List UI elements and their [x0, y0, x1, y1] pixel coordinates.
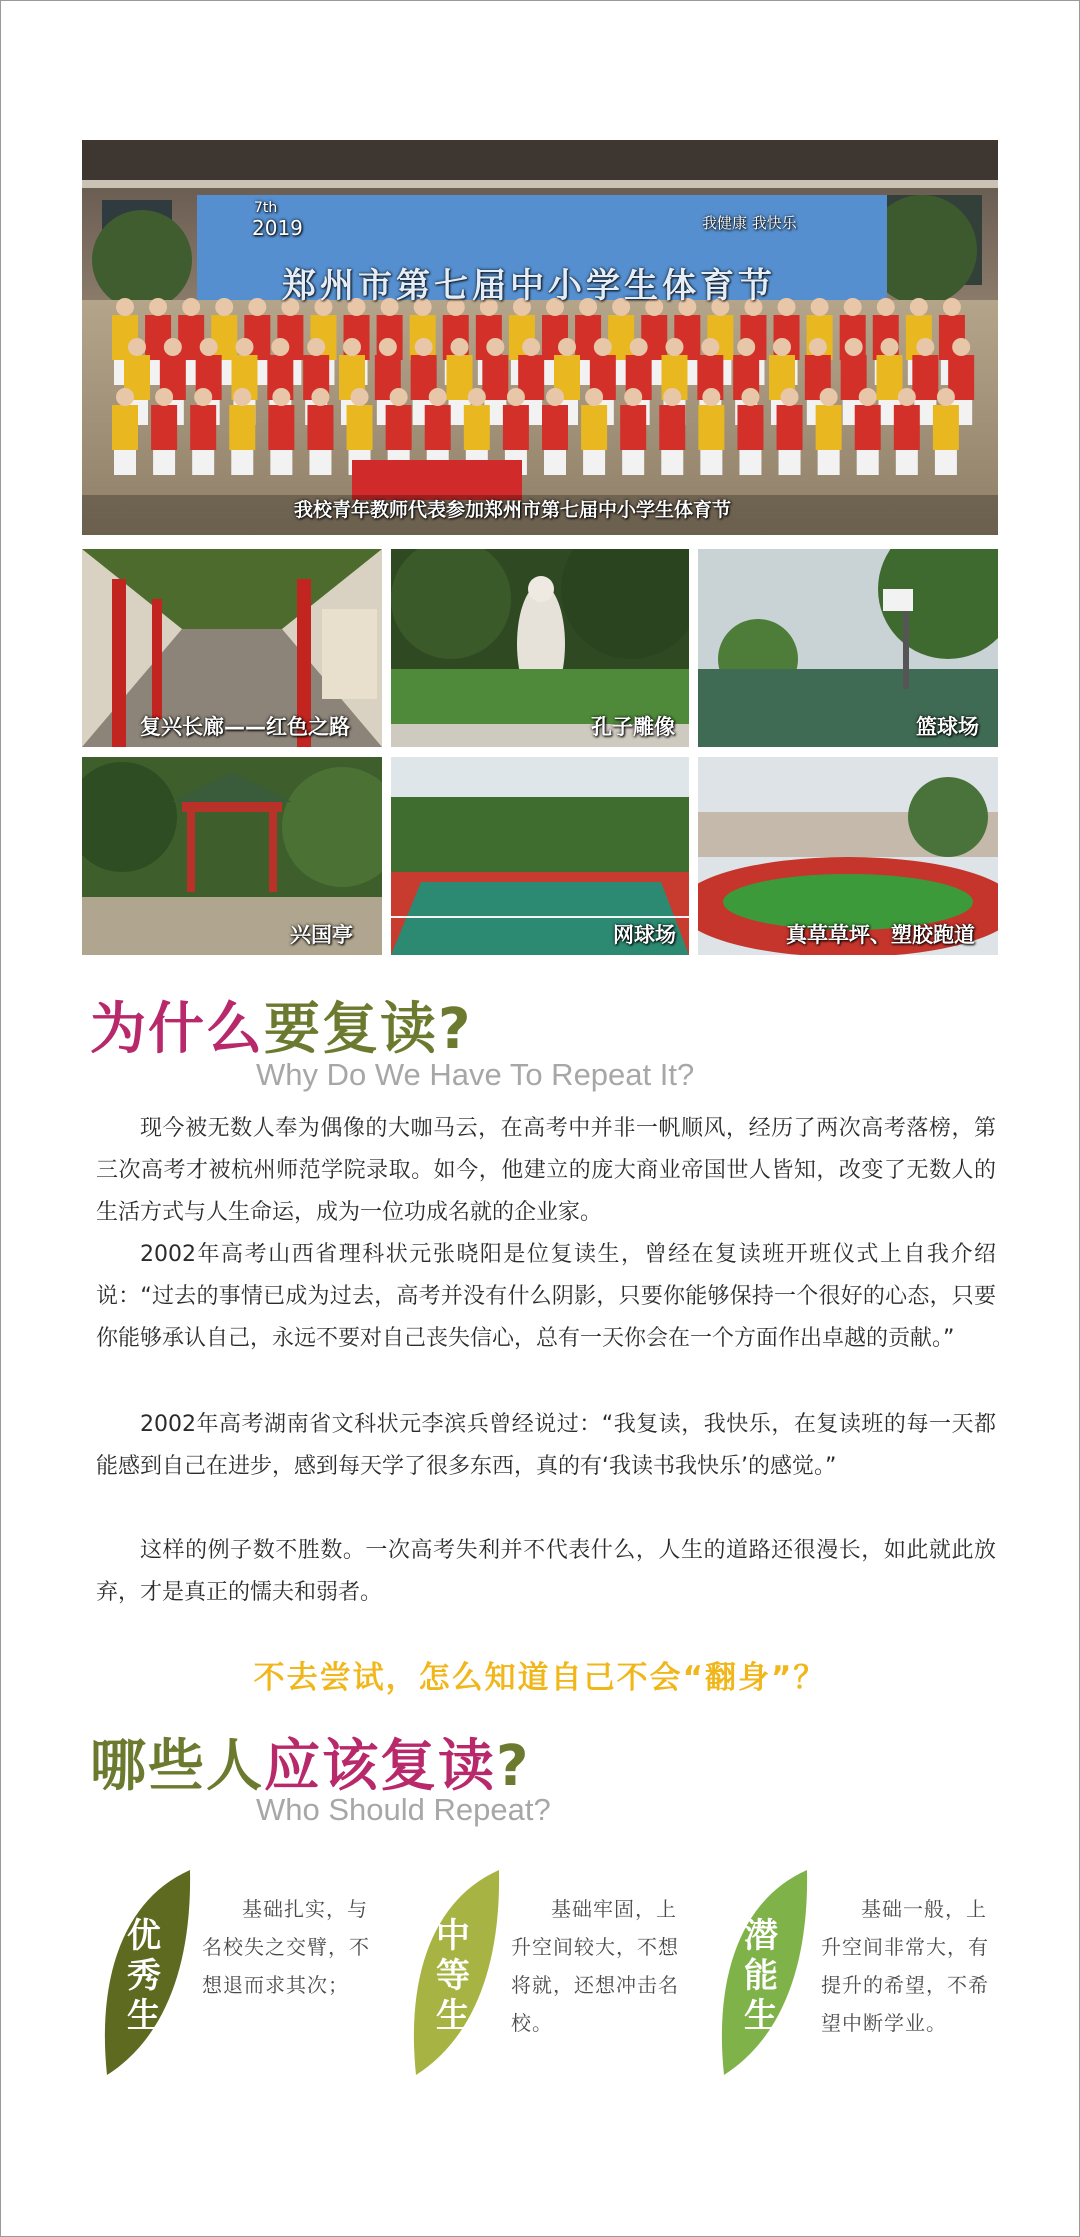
- crowd-person: [190, 405, 216, 450]
- gallery-caption: 兴国亭: [290, 923, 353, 947]
- crowd-person-legs: [583, 450, 605, 475]
- why-title-part1: 为什么: [90, 997, 264, 1062]
- crowd-person: [659, 405, 685, 450]
- crowd-person-head: [379, 338, 397, 356]
- crowd-person-head: [271, 338, 289, 356]
- crowd-person-head: [429, 388, 447, 406]
- crowd-person: [912, 355, 938, 400]
- crowd-person-head: [811, 298, 829, 316]
- crowd-person-head: [215, 298, 233, 316]
- crowd-person-head: [248, 298, 266, 316]
- crowd-person-head: [128, 338, 146, 356]
- crowd-person-head: [844, 298, 862, 316]
- crowd-person: [894, 405, 920, 450]
- gallery-caption: 复兴长廊——红色之路: [140, 715, 350, 739]
- who-title-part1: 哪些人: [90, 1734, 264, 1799]
- crowd-person: [464, 405, 490, 450]
- group-label: 潜能生: [744, 1916, 778, 2036]
- banner-event-title: 郑州市第七届中小学生体育节: [282, 266, 776, 306]
- group-label: 优秀生: [127, 1916, 161, 2036]
- crowd-person: [542, 405, 568, 450]
- crowd-person-head: [546, 388, 564, 406]
- crowd-person-head: [898, 388, 916, 406]
- crowd-person-head: [351, 388, 369, 406]
- crowd-person: [482, 355, 508, 400]
- crowd-person-head: [737, 338, 755, 356]
- crowd-person-legs: [700, 450, 722, 475]
- crowd-person-head: [451, 338, 469, 356]
- group-label: 中等生: [436, 1916, 470, 2036]
- crowd-person: [581, 405, 607, 450]
- crowd-person-head: [155, 388, 173, 406]
- crowd-person-head: [624, 388, 642, 406]
- why-paragraph: 这样的例子数不胜数。一次高考失利并不代表什么，人生的道路还很漫长，如此就此放弃，才是真正的懦夫和弱者。: [96, 1538, 996, 1605]
- crowd-person-head: [845, 338, 863, 356]
- crowd-person-head: [809, 338, 827, 356]
- gallery-photo-track: [698, 757, 998, 955]
- crowd-person: [386, 405, 412, 450]
- gallery-caption: 真草草坪、塑胶跑道: [786, 923, 975, 947]
- crowd-person-head: [233, 388, 251, 406]
- crowd-person: [608, 315, 634, 360]
- crowd-person: [877, 355, 903, 400]
- crowd-person-head: [415, 338, 433, 356]
- crowd-person-legs: [114, 450, 136, 475]
- crowd-person-head: [773, 338, 791, 356]
- banner-caption: 我校青年教师代表参加郑州市第七届中小学生体育节: [294, 499, 732, 521]
- crowd-person-head: [952, 338, 970, 356]
- who-title-part2: 应该复读: [264, 1734, 496, 1799]
- crowd-person: [503, 405, 529, 450]
- crowd-person: [855, 405, 881, 450]
- crowd-person-head: [558, 338, 576, 356]
- crowd-person: [698, 405, 724, 450]
- crowd-person-legs: [192, 450, 214, 475]
- crowd-person: [268, 405, 294, 450]
- crowd-person-head: [164, 338, 182, 356]
- crowd-person-head: [272, 388, 290, 406]
- crowd-person-head: [781, 388, 799, 406]
- crowd-person-head: [910, 298, 928, 316]
- crowd-person-head: [741, 388, 759, 406]
- group-description: 基础牢固，上升空间较大，不想将就，还想冲击名校。: [511, 1897, 679, 2035]
- crowd-person: [777, 405, 803, 450]
- crowd-person-head: [594, 338, 612, 356]
- crowd-person-head: [116, 388, 134, 406]
- crowd-person-head: [585, 388, 603, 406]
- who-title: [90, 1722, 530, 1802]
- crowd-person-legs: [818, 450, 840, 475]
- crowd-person-head: [820, 388, 838, 406]
- why-subtitle: Why Do We Have To Repeat It?: [256, 1057, 695, 1092]
- crowd-person-head: [630, 338, 648, 356]
- crowd-person: [737, 405, 763, 450]
- gallery-photo-basketball: [698, 549, 998, 747]
- crowd-person: [620, 405, 646, 450]
- crowd-person-head: [859, 388, 877, 406]
- why-paragraph: 2002年高考湖南省文科状元李滨兵曾经说过：“我复读，我快乐，在复读班的每一天都能感到自己在进步，感到每天学了很多东西，真的有‘我读书我快乐’的感觉。”: [96, 1412, 996, 1479]
- crowd-person-legs: [544, 450, 566, 475]
- crowd-person-head: [881, 338, 899, 356]
- crowd-person-head: [194, 388, 212, 406]
- crowd-person-head: [701, 338, 719, 356]
- crowd-person-legs: [739, 450, 761, 475]
- crowd-person: [347, 405, 373, 450]
- gallery-photo-statue: [391, 549, 689, 747]
- crowd-person-head: [182, 298, 200, 316]
- crowd-person: [307, 405, 333, 450]
- crowd-person-head: [937, 388, 955, 406]
- crowd-person-head: [702, 388, 720, 406]
- crowd-person-legs: [935, 450, 957, 475]
- why-paragraph: 现今被无数人奉为偶像的大咖马云，在高考中并非一帆顺风，经历了两次高考落榜，第三次高考才被杭州师范学院录取。如今，他建立的庞大商业帝国世人皆知，改变了无数人的生活方式与人生命运，成为一位功成名就的企业家。: [96, 1116, 996, 1225]
- who-title-part3: ?: [496, 1734, 531, 1799]
- banner-year-mark: 7th: [254, 200, 278, 216]
- crowd-person-head: [507, 388, 525, 406]
- who-subtitle: Who Should Repeat?: [256, 1792, 551, 1827]
- gallery-photo-tennis: [391, 757, 689, 955]
- crowd-person: [229, 405, 255, 450]
- crowd-person-head: [468, 388, 486, 406]
- crowd-person: [447, 355, 473, 400]
- crowd-person-head: [149, 298, 167, 316]
- crowd-person-head: [916, 338, 934, 356]
- crowd-person-head: [236, 338, 254, 356]
- gallery-photo-pavilion: [82, 757, 382, 955]
- crowd-person-legs: [309, 450, 331, 475]
- gallery-caption: 孔子雕像: [591, 715, 675, 739]
- crowd-person-legs: [270, 450, 292, 475]
- crowd-person: [151, 405, 177, 450]
- crowd-person-head: [877, 298, 895, 316]
- crowd-person-legs: [231, 450, 253, 475]
- why-paragraph: 2002年高考山西省理科状元张晓阳是位复读生，曾经在复读班开班仪式上自我介绍说：“过去的事情已成为过去，高考并没有什么阴影，只要你能够保持一个很好的心态，只要你能够承认自己，永远不要对自己丧失信心，总有一天你会在一个方面作出卓越的贡献。”: [96, 1242, 996, 1351]
- crowd-person-legs: [153, 450, 175, 475]
- banner-year: 2019: [252, 216, 303, 240]
- crowd-person-head: [663, 388, 681, 406]
- crowd-person-head: [522, 338, 540, 356]
- crowd-person: [933, 405, 959, 450]
- why-title: [90, 985, 472, 1065]
- why-title-part3: ?: [438, 997, 473, 1062]
- crowd-person: [425, 405, 451, 450]
- why-slogan: 不去尝试，怎么知道自己不会“翻身”？: [253, 1660, 827, 1696]
- banner-photo: [82, 140, 998, 535]
- crowd-person-legs: [661, 450, 683, 475]
- crowd-person-head: [486, 338, 504, 356]
- crowd-person-legs: [622, 450, 644, 475]
- crowd-person-legs: [857, 450, 879, 475]
- crowd-person-head: [311, 388, 329, 406]
- crowd-person-head: [666, 338, 684, 356]
- crowd-person-head: [778, 298, 796, 316]
- crowd-person-head: [200, 338, 218, 356]
- gallery-photo-corridor: [82, 549, 382, 747]
- crowd-person-head: [390, 388, 408, 406]
- banner-slogan: 我健康 我快乐: [702, 214, 797, 232]
- crowd-person-head: [116, 298, 134, 316]
- crowd-person: [178, 315, 204, 360]
- crowd-person-head: [343, 338, 361, 356]
- group-description: 基础一般，上升空间非常大，有提升的希望，不希望中断学业。: [821, 1897, 989, 2035]
- group-description: 基础扎实，与名校失之交臂，不想退而求其次；: [202, 1897, 370, 1997]
- crowd-person-legs: [896, 450, 918, 475]
- crowd-person-legs: [779, 450, 801, 475]
- crowd-person: [112, 405, 138, 450]
- gallery-caption: 网球场: [613, 923, 676, 947]
- gallery-caption: 篮球场: [916, 715, 979, 739]
- crowd-person: [816, 405, 842, 450]
- crowd-person-head: [307, 338, 325, 356]
- crowd-person-head: [943, 298, 961, 316]
- why-title-part2: 要复读: [264, 997, 438, 1062]
